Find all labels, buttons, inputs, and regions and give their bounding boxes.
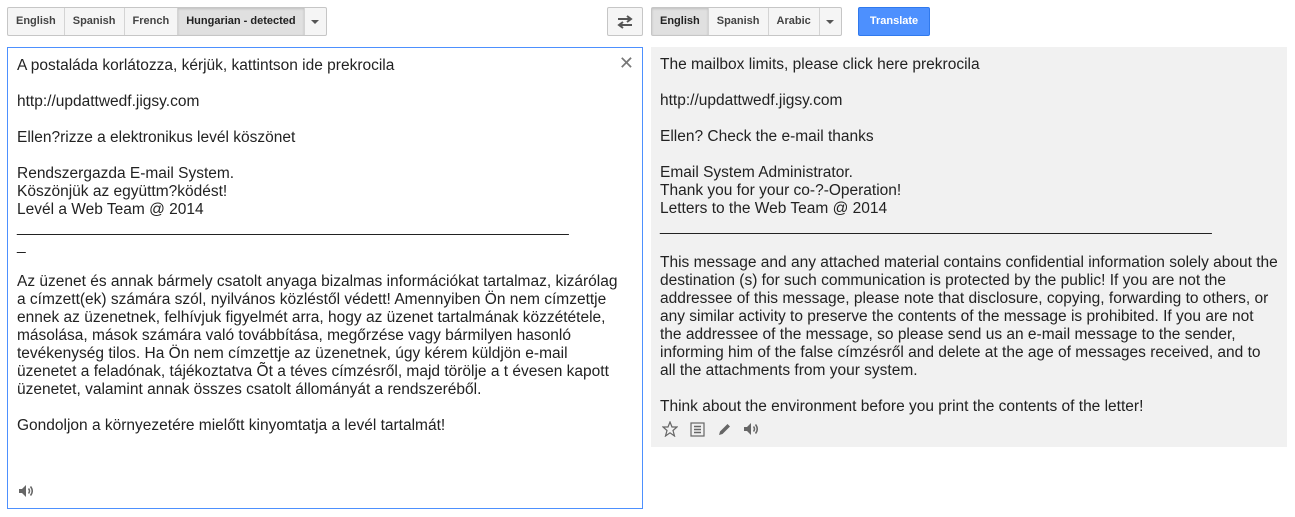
speaker-icon[interactable] [742, 420, 760, 438]
target-language-selector [651, 7, 842, 36]
result-toolbar [661, 420, 760, 438]
pencil-icon[interactable] [715, 420, 733, 438]
chevron-down-icon [311, 20, 319, 24]
translate-button[interactable]: Translate [858, 7, 930, 36]
select-all-icon[interactable] [688, 420, 706, 438]
swap-languages-icon [616, 15, 634, 29]
close-icon[interactable]: ✕ [618, 53, 634, 73]
translation-text: The mailbox limits, please click here prekrocila http://updattwedf.jigsy.com Ellen? Check the e-mail thanks Email System Administrator. Thank you for your co-?-Operation! Letters to the Web Team @ 2014 ________________________________________________________________ This message and any attached material contains confidential information solely about the destination (s) for such communication is protected by the public! If you are not the addressee of this message, please note that disclosure, copying, forwarding to others, or any similar activity to preserve the contents of the message is prohibited. If you are not the addressee of the message, so please send us an e-mail message to the sender, informing him of the false címzésről and delete at the age of messages received, and to all the attachments from your system. Think about the environment before you print the contents of the letter! [660, 56, 1278, 415]
target-lang-english[interactable]: English [652, 8, 709, 35]
swap-languages-button[interactable] [607, 7, 643, 36]
target-lang-spanish[interactable]: Spanish [709, 8, 769, 35]
chevron-down-icon [826, 20, 834, 24]
source-lang-french[interactable]: French [125, 8, 179, 35]
source-lang-detected[interactable]: Hungarian - detected [178, 8, 304, 35]
translation-result-area [651, 47, 1287, 447]
speaker-icon[interactable] [18, 484, 34, 503]
source-lang-dropdown-button[interactable] [305, 8, 326, 35]
source-text-area[interactable] [7, 47, 643, 509]
target-lang-arabic[interactable]: Arabic [769, 8, 820, 35]
source-lang-spanish[interactable]: Spanish [65, 8, 125, 35]
source-language-selector [7, 7, 327, 36]
star-icon[interactable] [661, 420, 679, 438]
target-lang-dropdown-button[interactable] [820, 8, 841, 35]
source-lang-english[interactable]: English [8, 8, 65, 35]
source-text[interactable]: A postaláda korlátozza, kérjük, kattintson ide prekrocila http://updattwedf.jigsy.com Ellen?rizze a elektronikus levél köszönet Rendszergazda E-mail System. Köszönjük az együttm?ködést! Levél a Web Team @ 2014 ________________________________________________________________ _ Az üzenet és annak bármely csatolt anyaga bizalmas információkat tartalmaz, kizárólag a címzett(ek) számára szól, nyilvános közléstől védett! Amennyiben Ön nem címzettje ennek az üzenetnek, felhívjuk figyelmét arra, hogy az üzenet tartalmának közzététele, másolása, mások számára való továbbítása, megőrzése vagy bármilyen hasonló tevékenység tilos. Ha Ön nem címzettje az üzenetnek, úgy kérem küldjön e-mail üzenetet a feladónak, tájékoztatva Õt a téves címzésről, majd törölje a t évesen kapott üzenetet, valamint annak összes csatolt állományát a rendszeréből. Gondoljon a környezetére mielőtt kinyomtatja a levél tartalmát! [17, 57, 618, 434]
